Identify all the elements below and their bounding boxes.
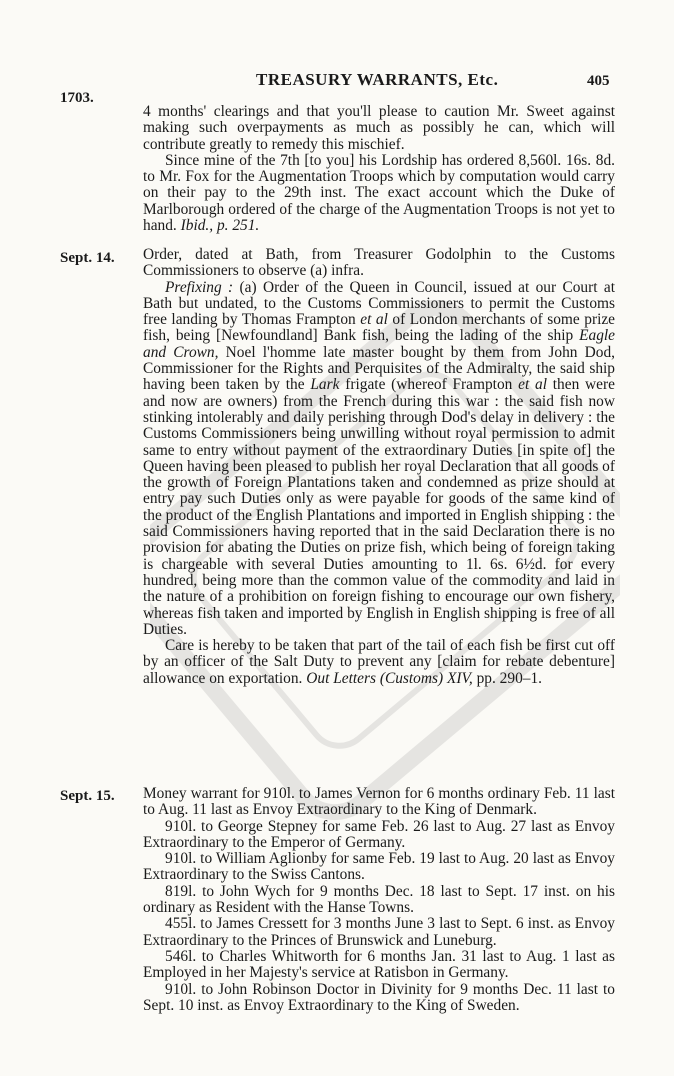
prefixing-paragraph: Prefixing : (a) Order of the Queen in Council, issued at our Court at Bath but undated, to the Customs Commissioners to permit the Customs free landing by Thomas Frampton et al of London merchants of some prize fish, being [Newfoundland] Bank fish, being the lading of the ship Eagle and Crown, Noel l'homme late master bought by them from John Dod, Commissioner for the Rights and Perquisites of the Admiralty, the said ship having been taken by the Lark frigate (whereof Frampton et al then were and now are owners) from the French during this war : the said fish now stinking intolerably and daily perishing through Dod's delay in delivery : the Customs Commissioners being unwilling without royal permission to admit same to entry without payment of the extraordinary Duties [in spite of] the Queen having been pleased to publish her royal Declaration that all goods of the growth of Foreign Plantations taken and condemned as prize should at entry pay such Duties only as were payable for goods of the same kind of the product of the English Plantations and imported in English shipping : the said Commissioners having reported that in the said Declaration there is no provision for abating the Duties on prize fish, which being of foreign taking is chargeable with several Duties amounting to 1l. 6s. 6½d. for every hundred, being more than the common value of the commodity and laid in the nature of a prohibition on foreign fishing to encourage our own fishery, whereas fish taken and imported by English in English shipping is free of all Duties. bbox=[143, 278, 616, 638]
warrant-item: 546l. to Charles Whitworth for 6 months Jan. 31 last to Aug. 1 last as Employed in her Majesty's service at Ratisbon in Germany. bbox=[143, 947, 615, 982]
prefixing-label: Prefixing : bbox=[165, 278, 234, 296]
date-sept-14: Sept. 14. bbox=[60, 250, 115, 266]
out-letters-reference: Out Letters (Customs) XIV, bbox=[306, 669, 473, 687]
warrant-item: Money warrant for 910l. to James Vernon for 6 months ordinary Feb. 11 last to Aug. 11 last as Envoy Extraordinary to the King of Denmark. bbox=[143, 785, 615, 819]
running-header-title: TREASURY WARRANTS, Etc. bbox=[256, 70, 499, 89]
year-marginal-label: 1703. bbox=[60, 90, 94, 106]
warrant-item: 455l. to James Cressett for 3 months June 3 last to Sept. 6 inst. as Envoy Extraordinary to the Princes of Brunswick and Luneburg. bbox=[143, 915, 615, 949]
intro-reference: Ibid., p. 251. bbox=[180, 217, 260, 235]
warrant-item: 819l. to John Wych for 9 months Dec. 18 last to Sept. 17 inst. on his ordinary as Resident with the Hanse Towns. bbox=[143, 882, 615, 917]
warrant-item: 910l. to George Stepney for same Feb. 26 last to Aug. 27 last as Envoy Extraordinary to the Emperor of Germany. bbox=[143, 817, 615, 851]
page-number: 405 bbox=[587, 73, 610, 89]
care-paragraph: Care is hereby to be taken that part of the tail of each fish be first cut off by an officer of the Salt Duty to prevent any [claim for rebate debenture] allowance on exportation. Out Letters (Customs) XIV, pp. 290–1. bbox=[143, 637, 615, 687]
entry-sept-15 bbox=[143, 786, 615, 1014]
order-paragraph: Order, dated at Bath, from Treasurer Godolphin to the Customs Commissioners to observe (a) infra. bbox=[143, 246, 615, 280]
intro-paragraph-2 bbox=[143, 153, 615, 234]
warrant-item: 910l. to William Aglionby for same Feb. 19 last to Aug. 20 last as Envoy Extraordinary to the Swiss Cantons. bbox=[143, 850, 615, 884]
intro-paragraph-2-text: Since mine of the 7th [to you] his Lordship has ordered 8,560l. 16s. 8d. to Mr. Fox for the Augmentation Troops which by computation would carry on their pay to the 29th inst. The exact account which the Duke of Marlborough ordered of the charge of the Augmentation Troops is not yet to hand. bbox=[143, 151, 615, 235]
intro-section bbox=[143, 104, 615, 234]
ship-name: Eagle and Crown, bbox=[143, 327, 615, 361]
frigate-name: Lark bbox=[310, 376, 340, 394]
date-sept-15: Sept. 15. bbox=[60, 788, 115, 804]
warrant-item: 910l. to John Robinson Doctor in Divinity for 9 months Dec. 11 last to Sept. 10 inst. as Envoy Extraordinary to the King of Sweden. bbox=[143, 980, 615, 1014]
entry-sept-14 bbox=[143, 247, 615, 687]
intro-paragraph-1: 4 months' clearings and that you'll please to caution Mr. Sweet against making such overpayments as much as possibly he can, which will contribute greatly to remedy this mischief. bbox=[143, 103, 615, 153]
